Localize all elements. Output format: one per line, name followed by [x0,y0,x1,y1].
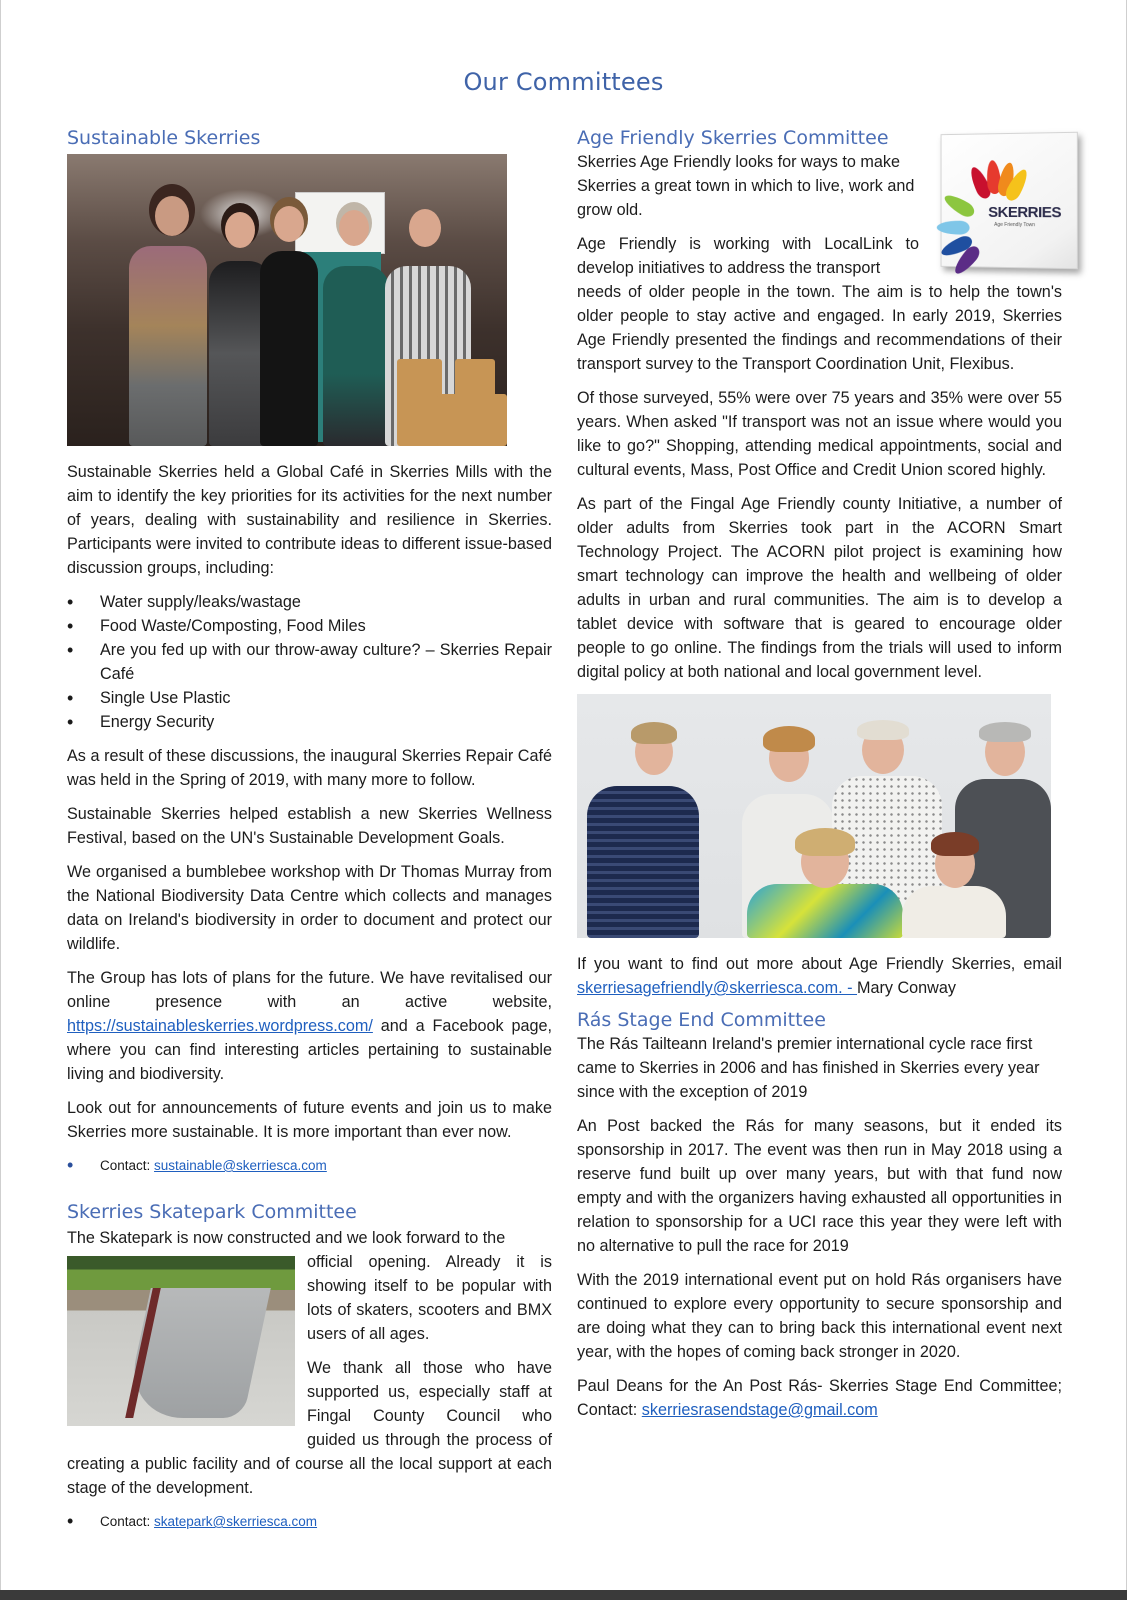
ras-para-1: The Rás Tailteann Ireland's premier international cycle race first came to Skerries in 2006 and has finished in Skerries every year since with the exception of 2019 [577,1035,1040,1101]
age-friendly-heading: Age Friendly Skerries Committee [577,127,889,149]
age-friendly-para-1: Skerries Age Friendly looks for ways to make Skerries a great town in which to live, work and grow old. [577,153,915,219]
person-figure [260,251,318,446]
person-hair [979,722,1031,742]
logo-wordmark: SKERRIES [988,203,1062,222]
ras-section [577,1008,1062,1422]
ras-heading: Rás Stage End Committee [577,1009,826,1031]
age-friendly-para-4: As part of the Fingal Age Friendly county Initiative, a number of older adults from Skerries took part in the ACORN Smart Technology Project. The ACORN pilot project is examining how smart technology can improve the health and wellbeing of older adults in urban and rural communities. The aim is to develop a tablet device with software that is geared to encourage older people to go online. The findings from the trials will used to inform digital policy at both national and local government level. [577,495,1062,681]
age-friendly-para-3: Of those surveyed, 55% were over 75 years and 35% were over 55 years. When asked "If transport was not an issue where would you like to go?" Shopping, attending medical appointments, social and cultural events, Mass, Post Office and Credit Union scored highly. [577,389,1062,479]
skatepark-heading: Skerries Skatepark Committee [67,1201,357,1223]
list-item: • Water supply/leaks/wastage [67,590,552,614]
skatepark-contact [67,1512,552,1532]
left-column [67,126,552,1532]
person-hair [857,720,909,740]
para-text: Mary Conway [857,979,956,997]
skatepark-photo [67,1256,295,1426]
skatepark-body [67,1250,552,1504]
sustainable-para-1: Sustainable Skerries held a Global Café in Skerries Mills with the aim to identify the key priorities for its activities for the next number of years, dealing with sustainability and resilience in Skerries. Participants were invited to contribute ideas to different issue-based discussion groups, including: [67,463,552,577]
contact-label: Contact: [100,1514,155,1529]
age-friendly-para-2: needs of older people in the town. The aim is to help the town's older people to stay active and engaged. In early 2019, Skerries Age Friendly presented the findings and recommendations of their transport survey to the Transport Coordination Unit, Flexibus. [577,283,1062,373]
person-head [225,212,255,248]
age-friendly-section [577,126,1062,1000]
sustainable-skerries-section [67,126,552,1176]
list-item: • Are you fed up with our throw-away culture? – Skerries Repair Café [67,638,552,686]
person-figure [323,266,389,446]
person-figure [902,886,1006,938]
sustainable-website-link[interactable]: https://sustainableskerries.wordpress.com/ [67,1017,373,1035]
ras-para-4 [577,1374,1062,1422]
skatepark-para-1: official opening. Already it is showing itself to be popular with lots of skaters, scooters and BMX users of all ages. [307,1253,552,1343]
list-item: • Food Waste/Composting, Food Miles [67,614,552,638]
list-item: • Energy Security [67,710,552,734]
discussion-groups-list [67,590,552,734]
sustainable-email-link[interactable]: sustainable@skerriesca.com [154,1158,327,1173]
age-friendly-para-5 [577,952,1062,1000]
ras-para-2: An Post backed the Rás for many seasons, but it ended its sponsorship in 2017. The event was then run in May 2018 using a reserve fund built up over many years, but with that fund now empty and with the organizers having exhausted all opportunities in relation to sponsorship for a UCI race this year they were left with no alternative to pull the race for 2019 [577,1117,1062,1255]
person-figure [747,884,903,938]
sustainable-skerries-photo [67,154,507,446]
person-head [155,196,189,236]
person-head [409,209,441,247]
para-text: and a Facebook page, where you can find interesting articles pertaining to sustainable living and biodiversity. [67,1017,552,1083]
skatepark-email-link[interactable]: skatepark@skerriesca.com [154,1514,318,1529]
person-head [274,206,304,242]
person-figure [587,786,699,938]
person-hair [931,832,979,856]
sustainable-para-2: As a result of these discussions, the inaugural Skerries Repair Café was held in the Spring of 2019, with many more to follow. [67,747,552,789]
contact-label: Contact: [100,1158,155,1173]
age-friendly-email-link[interactable]: skerriesagefriendly@skerriesca.com. - [577,979,858,997]
person-hair [795,828,855,856]
sustainable-para-6: Look out for announcements of future events and join us to make Skerries more sustainable. It is more important than ever now. [67,1099,552,1141]
person-head [339,210,369,246]
chair [437,394,507,446]
para-text: If you want to find out more about Age Friendly Skerries, email [577,955,1062,973]
age-friendly-intro [577,150,919,280]
skatepark-lead: The Skatepark is now constructed and we look forward to the [67,1229,506,1247]
person-hair [763,726,815,752]
person-hair [631,722,677,744]
logo-subtitle: Age Friendly Town [994,221,1036,229]
sustainable-contact [67,1156,552,1176]
right-column [577,126,1062,1432]
ras-para-3: With the 2019 international event put on hold Rás organisers have continued to explore every opportunity to secure sponsorship and are doing what they can to bring back this international event next year, with the hopes of coming back stronger in 2020. [577,1271,1062,1361]
para-text: The Group has lots of plans for the future. We have revitalised our online presence with an active website, [67,969,552,1011]
page-edge-left [0,0,1,1590]
skatepark-para-2: We thank all those who have supported us, especially staff at Fingal County Council who guided us through the process of creating a public facility and of course all the local support at each stage of the development. [67,1359,552,1497]
viewer-bottom-bar [0,1590,1127,1600]
list-item: • Single Use Plastic [67,686,552,710]
sustainable-skerries-heading: Sustainable Skerries [67,127,261,149]
age-friendly-photo [577,694,1051,938]
skatepark-section [67,1200,552,1532]
sustainable-para-3: Sustainable Skerries helped establish a new Skerries Wellness Festival, based on the UN's Sustainable Development Goals. [67,805,552,847]
age-friendly-para-2-intro: Age Friendly is working with LocalLink to develop initiatives to address the transport [577,235,919,277]
ras-email-link[interactable]: skerriesrasendstage@gmail.com [641,1401,878,1419]
page-title: Our Committees [463,68,664,96]
chair [397,359,442,446]
person-figure [129,246,207,446]
para-text: Paul Deans for the An Post Rás- Skerries Stage End Committee; Contact: [577,1377,1062,1419]
sustainable-para-5 [67,966,552,1086]
sustainable-para-4: We organised a bumblebee workshop with Dr Thomas Murray from the National Biodiversity Data Centre which collects and manages data on Ireland's biodiversity in order to document and protect our wildlife. [67,863,552,953]
